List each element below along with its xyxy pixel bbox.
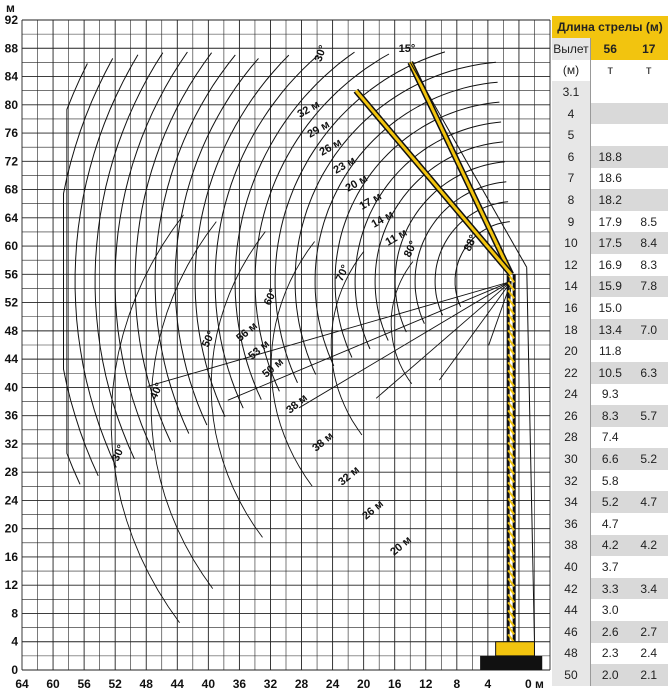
y-tick-label: 76 bbox=[4, 126, 18, 141]
y-tick-label: 72 bbox=[4, 154, 18, 169]
table-row bbox=[552, 340, 668, 362]
radius-cell: 6 bbox=[552, 146, 590, 168]
x-tick-label: 24 bbox=[325, 677, 340, 691]
table-row bbox=[552, 254, 668, 276]
capacity-cell: 8.3 bbox=[630, 254, 668, 276]
y-tick-label: 36 bbox=[4, 408, 18, 423]
capacity-cell: 3.3 bbox=[590, 578, 629, 600]
radius-cell: 42 bbox=[552, 578, 590, 600]
capacity-cell: 5.7 bbox=[630, 405, 668, 427]
capacity-cell: 17.9 bbox=[590, 211, 629, 233]
jib-length-label: 32 м bbox=[336, 464, 362, 489]
x-tick-label: 4 bbox=[484, 677, 492, 691]
table-row bbox=[552, 297, 668, 319]
crawler-base bbox=[480, 656, 542, 670]
capacity-cell: 5.8 bbox=[590, 470, 629, 492]
y-tick-label: 20 bbox=[4, 521, 18, 536]
radius-cell: 50 bbox=[552, 664, 590, 686]
y-tick-label: 40 bbox=[4, 380, 18, 395]
table-row bbox=[552, 189, 668, 211]
y-tick-label: 64 bbox=[4, 210, 18, 225]
radius-cell: 36 bbox=[552, 513, 590, 535]
jib-angle-label: 70° bbox=[333, 263, 352, 284]
capacity-cell: 4.2 bbox=[630, 535, 668, 557]
boom-length-label: 20 м bbox=[343, 172, 370, 195]
table-row bbox=[552, 599, 668, 621]
capacity-cell bbox=[630, 189, 668, 211]
x-tick-label: 8 bbox=[453, 677, 461, 691]
capacity-cell: 18.8 bbox=[590, 146, 629, 168]
capacity-cell: 15.9 bbox=[590, 276, 629, 298]
radius-cell: 38 bbox=[552, 535, 590, 557]
y-tick-label: 92 bbox=[4, 13, 18, 27]
jib-angle-rays bbox=[111, 215, 511, 623]
capacity-cell: 8.4 bbox=[630, 232, 668, 254]
height-curve bbox=[175, 58, 258, 425]
y-tick-label: 88 bbox=[4, 41, 18, 56]
table-row bbox=[552, 513, 668, 535]
unit-56: т bbox=[590, 60, 629, 82]
table-row bbox=[552, 448, 668, 470]
table-row bbox=[552, 276, 668, 298]
radius-cell: 22 bbox=[552, 362, 590, 384]
table-body bbox=[552, 81, 668, 686]
jib-length-arc bbox=[151, 222, 216, 589]
chart-labels bbox=[110, 43, 480, 559]
y-tick-label: 24 bbox=[4, 493, 18, 508]
capacity-cell: 6.6 bbox=[590, 448, 629, 470]
height-curve bbox=[155, 55, 235, 434]
radius-cell: 26 bbox=[552, 405, 590, 427]
radius-cell: 7 bbox=[552, 168, 590, 190]
capacity-cell: 15.0 bbox=[590, 297, 629, 319]
capacity-cell bbox=[630, 427, 668, 449]
table-row bbox=[552, 621, 668, 643]
capacity-cell bbox=[630, 470, 668, 492]
y-tick-label: 52 bbox=[4, 295, 18, 310]
radius-cell: 16 bbox=[552, 297, 590, 319]
capacity-cell: 9.3 bbox=[590, 384, 629, 406]
x-tick-label: 20 bbox=[356, 677, 371, 691]
x-tick-label: 32 bbox=[263, 677, 278, 691]
x-tick-label: 48 bbox=[139, 677, 153, 691]
jib-angle-label: 88° bbox=[461, 233, 480, 254]
table-row bbox=[552, 211, 668, 233]
jib-length-label: 38 м bbox=[310, 430, 336, 455]
boom-length-label: 11 м bbox=[383, 226, 410, 249]
capacity-cell: 18.6 bbox=[590, 168, 629, 190]
capacity-cell bbox=[630, 81, 668, 103]
y-tick-label: 44 bbox=[4, 352, 18, 367]
x-zero-label: 0 м bbox=[524, 677, 544, 691]
radius-cell: 48 bbox=[552, 643, 590, 665]
grid bbox=[22, 20, 550, 670]
capacity-cell: 2.3 bbox=[590, 643, 629, 665]
radius-cell: 40 bbox=[552, 556, 590, 578]
radius-cell: 3.1 bbox=[552, 81, 590, 103]
x-tick-label: 64 bbox=[15, 677, 29, 691]
capacity-cell: 6.3 bbox=[630, 362, 668, 384]
capacity-cell: 4.7 bbox=[630, 491, 668, 513]
capacity-cell: 3.4 bbox=[630, 578, 668, 600]
capacity-cell: 4.2 bbox=[590, 535, 629, 557]
radius-cell: 32 bbox=[552, 470, 590, 492]
table-row bbox=[552, 556, 668, 578]
capacity-cell bbox=[630, 556, 668, 578]
jib-length-label: 20 м bbox=[388, 534, 414, 559]
capacity-cell: 17.5 bbox=[590, 232, 629, 254]
x-tick-label: 16 bbox=[388, 677, 402, 691]
jib-length-arc bbox=[111, 215, 183, 623]
y-tick-label: 0 bbox=[11, 663, 18, 677]
jib-length-label: 26 м bbox=[360, 498, 386, 523]
jib-angle-label: 80° bbox=[401, 239, 420, 260]
boom-length-label: 26 м bbox=[317, 136, 344, 159]
boom-length-label: 17 м bbox=[357, 190, 384, 213]
radius-cell: 20 bbox=[552, 340, 590, 362]
table-row bbox=[552, 427, 668, 449]
angle-label-30: 30° bbox=[312, 43, 330, 64]
capacity-cell bbox=[590, 81, 629, 103]
capacity-cell: 8.3 bbox=[590, 405, 629, 427]
capacity-cell: 5.2 bbox=[590, 491, 629, 513]
y-axis-unit: м bbox=[6, 1, 15, 15]
table-row bbox=[552, 319, 668, 341]
capacity-cell: 7.8 bbox=[630, 276, 668, 298]
radius-cell: 14 bbox=[552, 276, 590, 298]
table-row bbox=[552, 643, 668, 665]
table-row bbox=[552, 664, 668, 686]
capacity-cell: 8.5 bbox=[630, 211, 668, 233]
table-row bbox=[552, 384, 668, 406]
radius-cell: 18 bbox=[552, 319, 590, 341]
y-tick-label: 68 bbox=[4, 182, 18, 197]
radius-unit: (м) bbox=[552, 60, 590, 82]
angle-label-15: 15° bbox=[398, 42, 416, 55]
capacity-cell: 18.2 bbox=[590, 189, 629, 211]
boom-length-label: 14 м bbox=[369, 208, 396, 231]
radius-header: Вылет bbox=[552, 38, 590, 60]
capacity-cell: 7.4 bbox=[590, 427, 629, 449]
y-tick-label: 16 bbox=[4, 549, 18, 564]
radius-cell: 24 bbox=[552, 384, 590, 406]
capacity-cell bbox=[630, 599, 668, 621]
capacity-cell bbox=[630, 168, 668, 190]
capacity-cell bbox=[630, 146, 668, 168]
x-tick-label: 44 bbox=[170, 677, 184, 691]
table-title: Длина стрелы (м) bbox=[552, 16, 668, 38]
x-tick-label: 56 bbox=[77, 677, 91, 691]
radius-cell: 5 bbox=[552, 124, 590, 146]
radius-cell: 4 bbox=[552, 103, 590, 125]
capacity-cell bbox=[630, 340, 668, 362]
table-row bbox=[552, 535, 668, 557]
load-chart-table bbox=[552, 16, 668, 686]
x-tick-label: 52 bbox=[108, 677, 122, 691]
capacity-cell: 4.7 bbox=[590, 513, 629, 535]
table-row bbox=[552, 146, 668, 168]
y-tick-label: 12 bbox=[4, 578, 18, 593]
table-row bbox=[552, 81, 668, 103]
capacity-cell bbox=[630, 124, 668, 146]
radius-cell: 44 bbox=[552, 599, 590, 621]
radius-cell: 12 bbox=[552, 254, 590, 276]
jib-angle-label: 40° bbox=[147, 381, 166, 402]
jib-length-label: 56 м bbox=[234, 320, 260, 345]
x-tick-label: 60 bbox=[46, 677, 60, 691]
capacity-cell: 11.8 bbox=[590, 340, 629, 362]
radius-cell: 10 bbox=[552, 232, 590, 254]
y-tick-label: 32 bbox=[4, 436, 18, 451]
radius-cell: 46 bbox=[552, 621, 590, 643]
table-row bbox=[552, 405, 668, 427]
unit-17: т bbox=[630, 60, 668, 82]
table-row bbox=[552, 232, 668, 254]
capacity-cell: 2.6 bbox=[590, 621, 629, 643]
capacity-cell: 10.5 bbox=[590, 362, 629, 384]
capacity-cell: 16.9 bbox=[590, 254, 629, 276]
capacity-cell: 5.2 bbox=[630, 448, 668, 470]
jib-length-label: 38 м bbox=[284, 392, 310, 417]
capacity-cell: 2.4 bbox=[630, 643, 668, 665]
capacity-cell: 13.4 bbox=[590, 319, 629, 341]
y-tick-label: 48 bbox=[4, 323, 18, 338]
boom-length-56: 56 bbox=[590, 38, 629, 60]
table-row bbox=[552, 103, 668, 125]
capacity-cell: 7.0 bbox=[630, 319, 668, 341]
x-tick-label: 40 bbox=[201, 677, 216, 691]
jib-length-arc bbox=[211, 232, 265, 538]
radius-cell: 9 bbox=[552, 211, 590, 233]
boom-length-label: 32 м bbox=[295, 98, 322, 121]
table-row bbox=[552, 578, 668, 600]
jib-angle-label: 50° bbox=[199, 329, 218, 350]
table-row bbox=[552, 124, 668, 146]
jib-length-label: 50 м bbox=[260, 356, 286, 381]
capacity-cell bbox=[630, 297, 668, 319]
radius-cell: 30 bbox=[552, 448, 590, 470]
table-row bbox=[552, 362, 668, 384]
table-row bbox=[552, 470, 668, 492]
capacity-cell bbox=[590, 124, 629, 146]
capacity-cell: 2.0 bbox=[590, 664, 629, 686]
jib-angle-label: 30° bbox=[109, 443, 128, 464]
radius-cell: 34 bbox=[552, 491, 590, 513]
boom-length-label: 29 м bbox=[305, 118, 332, 141]
capacity-cell bbox=[630, 513, 668, 535]
boom-length-17: 17 bbox=[630, 38, 668, 60]
crane-cab bbox=[496, 642, 535, 656]
capacity-cell: 2.7 bbox=[630, 621, 668, 643]
table-row bbox=[552, 491, 668, 513]
x-tick-label: 28 bbox=[294, 677, 309, 691]
y-tick-label: 8 bbox=[11, 606, 18, 621]
y-tick-label: 60 bbox=[4, 239, 18, 254]
capacity-cell: 3.0 bbox=[590, 599, 629, 621]
y-tick-label: 80 bbox=[4, 97, 18, 112]
y-tick-label: 84 bbox=[4, 69, 18, 84]
y-tick-label: 4 bbox=[11, 634, 18, 649]
y-tick-label: 28 bbox=[4, 465, 18, 480]
table-row bbox=[552, 168, 668, 190]
radius-cell: 28 bbox=[552, 427, 590, 449]
jib-angle-label: 60° bbox=[261, 287, 280, 308]
capacity-cell bbox=[630, 103, 668, 125]
boom-length-label: 23 м bbox=[331, 154, 358, 177]
jib-length-label: 53 м bbox=[246, 338, 272, 363]
x-tick-label: 36 bbox=[232, 677, 247, 691]
x-tick-label: 12 bbox=[419, 677, 433, 691]
y-tick-label: 56 bbox=[4, 267, 18, 282]
radius-cell: 8 bbox=[552, 189, 590, 211]
capacity-cell: 3.7 bbox=[590, 556, 629, 578]
capacity-cell bbox=[630, 384, 668, 406]
capacity-cell bbox=[590, 103, 629, 125]
capacity-cell: 2.1 bbox=[630, 664, 668, 686]
